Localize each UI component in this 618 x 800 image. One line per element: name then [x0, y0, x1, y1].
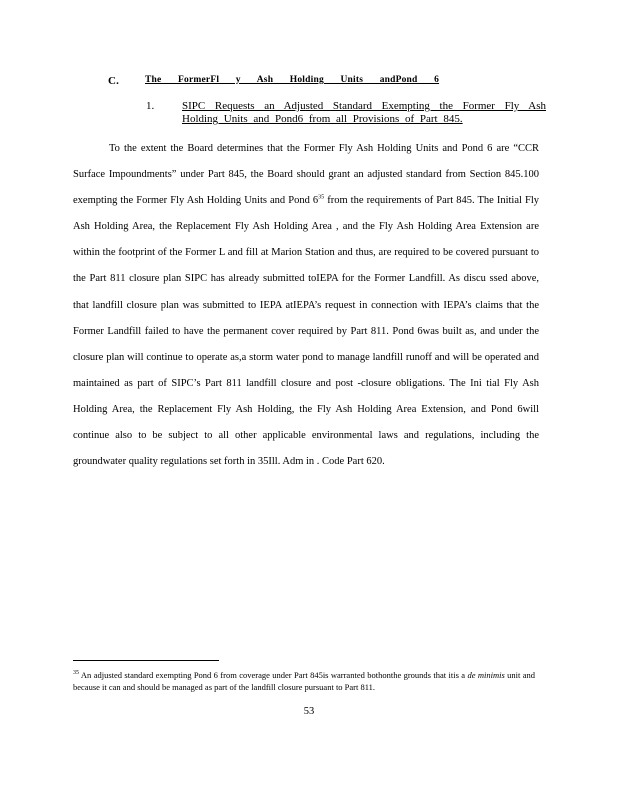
subsection-number: 1.: [146, 100, 155, 112]
section-letter: C.: [108, 75, 120, 87]
section-title: The FormerFl y Ash Holding Units andPond 6: [145, 75, 440, 85]
body-text-part2: from the requirements of Part 845. The Initial Fly Ash Holding Area, the Replacement Fly Ash Holding Area , and the Fly Ash Holding Area Extension are within the footprint of the Former L and fill at Marion Station and thus, are required to be covered pursuant to the Part 811 closure plan SIPC has already submitted toIEPA for the Former Landfill. As discu ssed above, that landfill closure plan was submitted to IEPA atIEPA’s request in connection with IEPA’s claims that the Former Landfill failed to have the permanent cover required by Part 811. Pond 6was built as, and under the closure plan will continue to operate as,a storm water pond to manage landfill runoff and will be operated and maintained as part of SIPC’s Part 811 landfill closure and post -closure obligations. The Ini tial Fly Ash Holding Area, the Replacement Fly Ash Holding, the Fly Ash Holding Area Extension, and Pond 6will continue also to be subject to all other applicable environmental laws and regulations, including the groundwater quality regulations set forth in 35Ill. Adm in . Code Part 620.: [73, 195, 539, 468]
footnote-reference: 35: [318, 194, 325, 201]
footnote-italic: de minimis: [467, 669, 505, 680]
page-number: 53: [303, 706, 315, 717]
footnote-divider: [73, 660, 219, 661]
body-paragraph: [73, 136, 539, 475]
footnote-marker: 35: [73, 670, 79, 676]
body-text-part1: To the extent the Board determines that the Former Fly Ash Holding Units and Pond 6 are “CCR Surface Impoundments” under Part 845, the Board should grant an adjusted standard from Section 845.100 exempting the Former Fly Ash Holding Units and Pond 6: [73, 143, 539, 207]
footnote-text-after: unit and because it can and should be managed as part of the landfill closure pursuant to Part 811.: [73, 669, 536, 692]
subsection-title: SIPC Requests an Adjusted Standard Exempting the Former Fly Ash Holding Units and Pond6 from all Provisions of Part 845.: [182, 100, 546, 125]
footnote: [73, 667, 535, 693]
footnote-text-before: An adjusted standard exempting Pond 6 from coverage under Part 845is warranted bothonthe grounds that itis a: [80, 669, 466, 680]
